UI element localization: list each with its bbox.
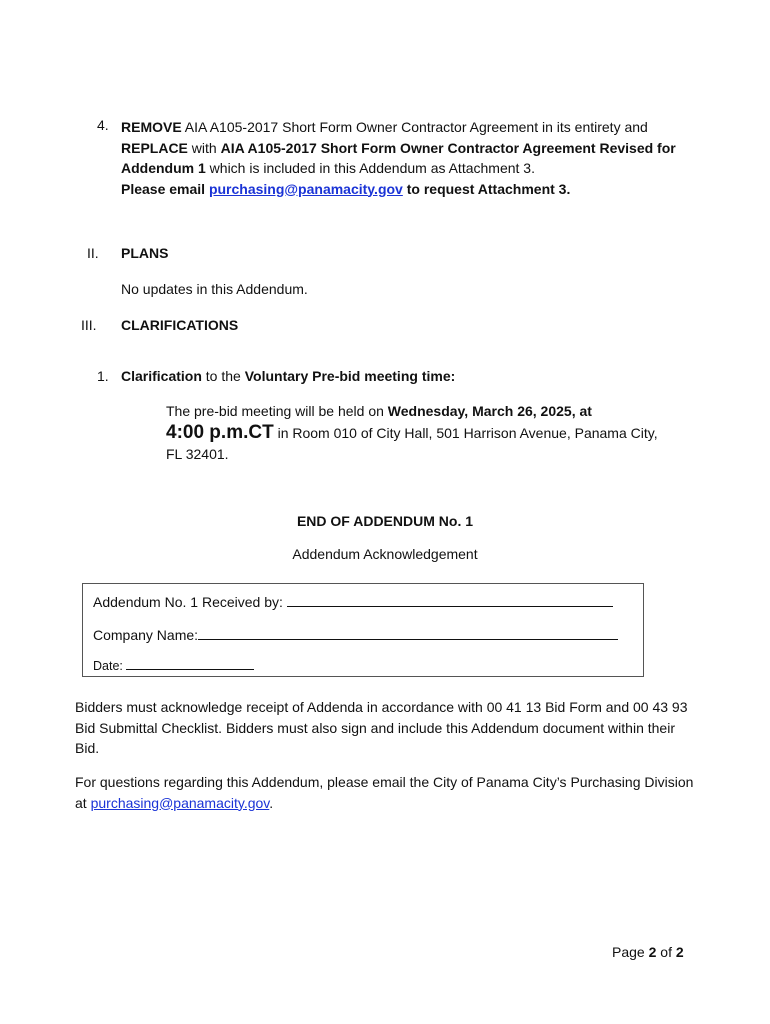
meeting-date: Wednesday, March 26, 2025, at [387,403,592,419]
company-name-row [93,625,618,643]
meeting-time: 4:00 p.m.CT [166,422,274,443]
section-number: II. [87,245,99,261]
section-number: III. [81,317,97,333]
list-number: 1. [97,368,109,384]
item4-paragraph [121,117,681,199]
item4-text3: which is included in this Addendum as Attachment 3. [205,160,535,176]
received-by-line[interactable] [287,592,613,607]
please-email-text: Please email [121,180,209,197]
item4-text1: AIA A105-2017 Short Form Owner Contractor Agreement in its entirety and [181,119,648,135]
remove-keyword: REMOVE [121,119,182,135]
email-link[interactable]: purchasing@panamacity.gov [208,180,403,197]
clarification-heading: Clarification to the Voluntary Pre-bid meeting time: [121,368,456,384]
date-label: Date: [93,659,127,673]
acknowledgement-box [82,583,644,677]
end-of-addendum-title: END OF ADDENDUM No. 1 [296,513,474,529]
meeting-paragraph: The pre-bid meeting will be held on Wednesday, March 26, 2025, at 4:00 p.m.CT in Room 010 of City Hall, 501 Harrison Avenue, Panama City, FL 32401. [166,403,658,462]
date-line[interactable] [126,656,254,670]
page-number: Page 2 of 2 [612,944,684,960]
section-title-plans: PLANS [121,245,169,261]
bidders-paragraph: Bidders must acknowledge receipt of Addenda in accordance with 00 41 13 Bid Form and 00 43 93 Bid Submittal Checklist. Bidders must also sign and include this Addendum document within their Bid. [75,699,688,756]
company-name-line[interactable] [198,625,618,640]
questions-paragraph: For questions regarding this Addendum, please email the City of Panama City’s Purchasing Division at purchasing@panamacity.gov. [75,774,694,811]
acknowledgement-title: Addendum Acknowledgement [292,546,478,562]
section-title-clarifications: CLARIFICATIONS [121,317,239,333]
agreement-title: AIA A105-2017 Short Form Owner Contractor Agreement Revised for Addendum 1 [121,139,676,176]
date-row [93,656,254,673]
replace-keyword: REPLACE [121,139,188,156]
request-text: to request Attachment 3. [402,180,571,197]
received-by-row [93,592,613,610]
list-number: 4. [97,117,109,133]
company-name-label: Company Name: [93,627,199,643]
item4-text2: with [187,139,221,156]
email-link[interactable]: purchasing@panamacity.gov [90,794,270,811]
plans-body: No updates in this Addendum. [121,281,308,297]
received-by-label: Addendum No. 1 Received by: [93,594,287,610]
